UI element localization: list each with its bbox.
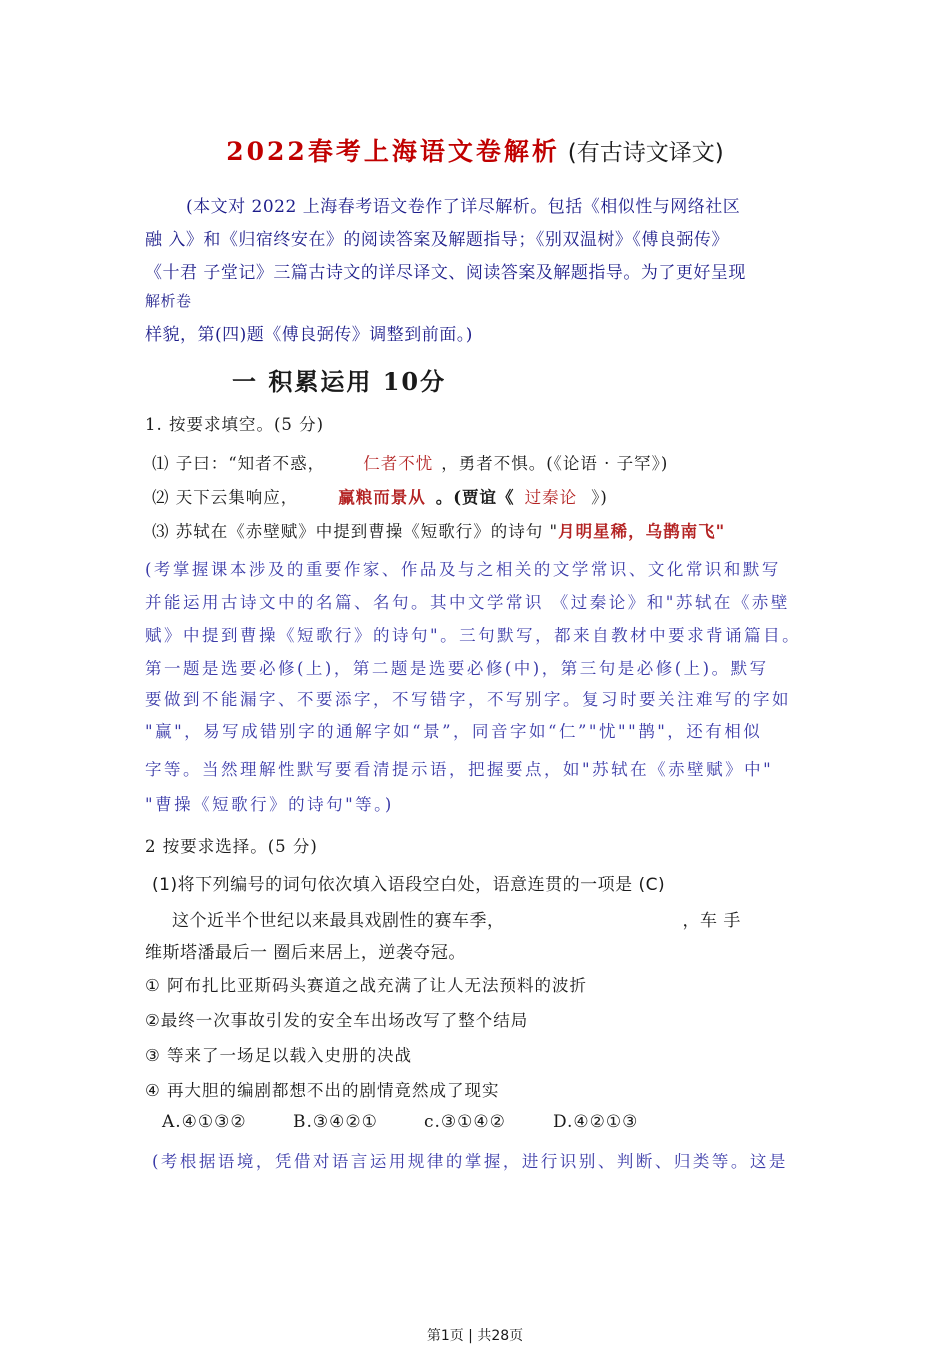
q1-item3-pre: ⑶ 苏轼在《赤壁赋》中提到曹操《短歌行》的诗句 " [152, 522, 559, 541]
q2-choice-b: B.③④②① [293, 1112, 378, 1132]
title-main: 2022春考上海语文卷解析 [226, 137, 560, 166]
q1-item-3 [152, 518, 725, 542]
q1-stem: 1. 按要求填空。(5 分) [145, 415, 325, 434]
intro-line-2: 融 入》和《归宿终安在》的阅读答案及解题指导；《别双温树》《傅良弼传》 [145, 230, 729, 250]
q2-choice-a: A.④①③② [162, 1112, 247, 1132]
q1-analysis-6: "赢"，易写成错别字的通解字如“景”，同音字如“仁”"忧""鹊"，还有相似 [145, 722, 763, 741]
page-footer: 第1页 | 共28页 [426, 1328, 524, 1344]
q1-item1-pre: ⑴ 子曰：“知者不惑， [152, 454, 326, 473]
q2-stem: 2 按要求选择。(5 分) [145, 837, 318, 856]
q1-analysis-1: (考掌握课本涉及的重要作家、作品及与之相关的文学常识、文化常识和默写 [145, 560, 781, 579]
q1-analysis-8: "曹操《短歌行》的诗句"等。) [145, 795, 394, 814]
q1-item2-post: 》) [591, 488, 608, 507]
q1-analysis-3: 赋》中提到曹操《短歌行》的诗句"。三句默写，都来自教材中要求背诵篇目。 [145, 626, 802, 645]
q2-sub1: (1)将下列编号的词句依次填入语段空白处，语意连贯的一项是 (C) [152, 875, 666, 895]
q2-analysis-1: (考根据语境，凭借对语言运用规律的掌握，进行识别、判断、归类等。这是 [152, 1152, 788, 1171]
q1-item-2 [152, 484, 608, 508]
q1-item1-answer: 仁者不忧 [363, 454, 434, 473]
q1-analysis-4: 第一题是选要必修(上)，第二题是选要必修(中)，第三句是必修(上)。默写 [145, 659, 769, 678]
q2-choice-d: D.④②①③ [553, 1112, 639, 1132]
q1-item2-answer: 赢粮而景从 [338, 488, 426, 507]
title-sub: (有古诗文译文) [567, 140, 724, 166]
q2-option-4: ④ 再大胆的编剧都想不出的剧情竟然成了现实 [145, 1081, 500, 1100]
q1-analysis-2: 并能运用古诗文中的名篇、名句。其中文学常识 《过秦论》和"苏轼在《赤壁 [145, 593, 790, 612]
q2-passage-line-1 [172, 906, 741, 931]
q2-passage1-tail: ，车 手 [682, 911, 741, 931]
q1-item2-source: 过秦论 [524, 488, 578, 507]
q2-passage2: 维斯塔潘最后一 圈后来居上，逆袭夺冠。 [145, 943, 466, 963]
intro-line-5: 样貌，第(四)题《傅良弼传》调整到前面。) [145, 325, 473, 345]
intro-line-1: (本文对 2022 上海春考语文卷作了详尽解析。包括《相似性与网络社区 [186, 197, 741, 217]
q1-item3-answer: 月明星稀，乌鹊南飞" [558, 522, 726, 541]
q2-option-3: ③ 等来了一场足以载入史册的决战 [145, 1046, 413, 1065]
q2-option-1: ① 阿布扎比亚斯码头赛道之战充满了让人无法预料的波折 [145, 976, 588, 995]
q1-item2-pre: ⑵ 天下云集响应， [152, 488, 299, 507]
q1-item1-post: ，勇者不惧。(《论语 · 子罕》) [441, 454, 669, 473]
q2-option-2: ②最终一次事故引发的安全车出场改写了整个结局 [145, 1011, 529, 1030]
document-title [0, 132, 950, 168]
intro-line-4: 解析卷 [145, 292, 192, 310]
intro-line-3: 《十君 子堂记》三篇古诗文的详尽译文、阅读答案及解题指导。为了更好呈现 [145, 263, 746, 283]
q2-passage1: 这个近半个世纪以来最具戏剧性的赛车季， [172, 911, 505, 931]
q1-item2-mid: 。(贾谊《 [435, 488, 515, 507]
section-heading: 一 积累运用 10分 [232, 367, 447, 396]
q1-item-1 [152, 450, 668, 474]
q1-analysis-5: 要做到不能漏字、不要添字，不写错字，不写别字。复习时要关注难写的字如 [145, 690, 791, 709]
q1-analysis-7: 字等。当然理解性默写要看清提示语，把握要点，如"苏轼在《赤壁赋》中" [145, 760, 774, 779]
q2-choice-c: c.③①④② [424, 1112, 506, 1132]
